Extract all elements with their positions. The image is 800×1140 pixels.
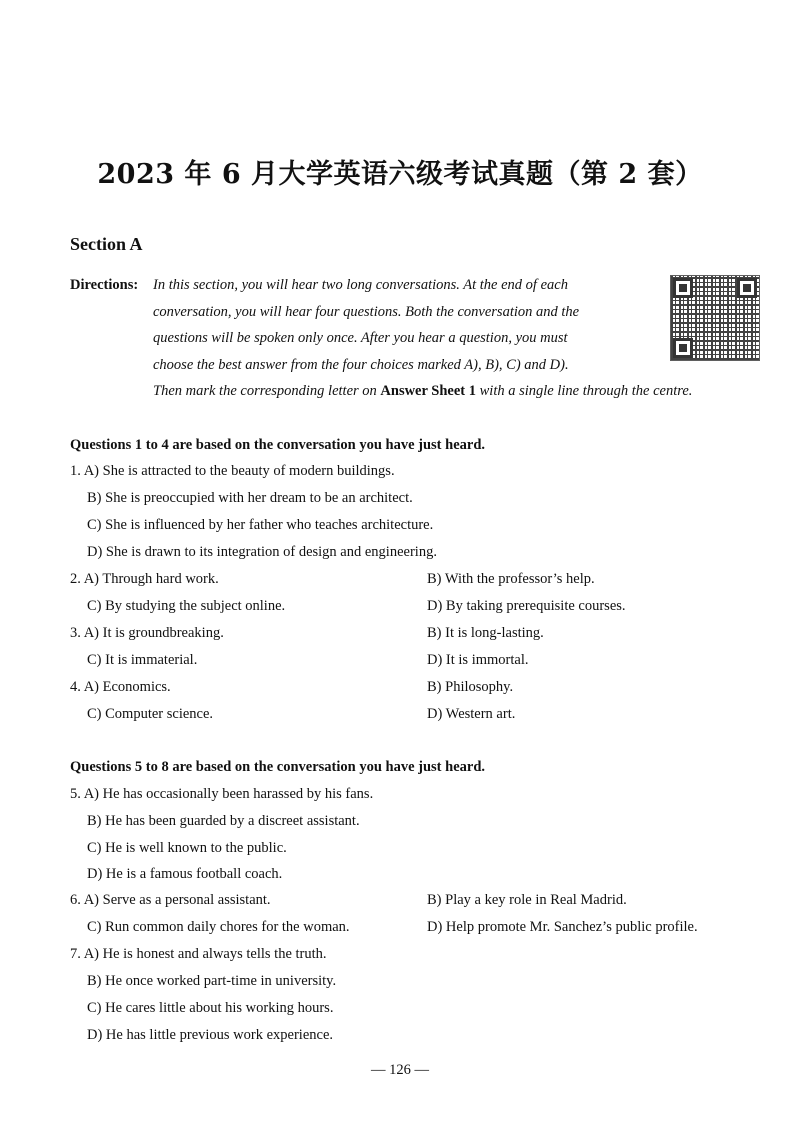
option-7d: D) He has little previous work experience.: [87, 1027, 334, 1043]
option-5d: D) He is a famous football coach.: [87, 866, 283, 882]
option-4a: 4. A) Economics.: [70, 679, 171, 695]
directions-text: Then mark the corresponding letter on: [153, 383, 381, 400]
option-6d: D) Help promote Mr. Sanchez’s public profile.: [427, 919, 698, 935]
option-5b: B) He has been guarded by a discreet assistant.: [87, 813, 360, 829]
option-2d: D) By taking prerequisite courses.: [427, 598, 626, 614]
question-group-heading: Questions 5 to 8 are based on the conversation you have just heard.: [70, 759, 486, 775]
option-5c: C) He is well known to the public.: [87, 840, 287, 856]
option-7a: 7. A) He is honest and always tells the truth.: [70, 946, 327, 962]
option-6c: C) Run common daily chores for the woman.: [87, 919, 350, 935]
option-7c: C) He cares little about his working hours.: [87, 1000, 334, 1016]
option-2a: 2. A) Through hard work.: [70, 571, 219, 587]
option-3d: D) It is immortal.: [427, 652, 529, 668]
qr-code: [670, 275, 760, 361]
option-1d: D) She is drawn to its integration of design and engineering.: [87, 544, 437, 560]
option-3b: B) It is long-lasting.: [427, 625, 544, 641]
qr-finder: [673, 278, 693, 298]
option-6b: B) Play a key role in Real Madrid.: [427, 892, 627, 908]
option-4c: C) Computer science.: [87, 706, 214, 722]
directions-line: choose the best answer from the four choices marked A), B), C) and D).: [153, 356, 569, 373]
option-7b: B) He once worked part-time in university.: [87, 973, 337, 989]
option-3c: C) It is immaterial.: [87, 652, 198, 668]
directions-line-final: [153, 378, 692, 405]
directions-line: questions will be spoken only once. After you hear a question, you must: [153, 330, 568, 347]
question-group-heading: Questions 1 to 4 are based on the conversation you have just heard.: [70, 437, 486, 453]
page-number: — 126 —: [371, 1062, 429, 1078]
answer-sheet-label: Answer Sheet 1: [380, 383, 476, 400]
directions-text: with a single line through the centre.: [476, 383, 693, 400]
option-1a: 1. A) She is attracted to the beauty of modern buildings.: [70, 463, 395, 479]
directions-label: Directions:: [70, 277, 139, 293]
option-2c: C) By studying the subject online.: [87, 598, 286, 614]
directions-line: In this section, you will hear two long conversations. At the end of each: [153, 277, 568, 293]
directions-line: conversation, you will hear four questions. Both the conversation and the: [153, 303, 580, 320]
option-2b: B) With the professor’s help.: [427, 571, 595, 587]
page-title: 2023 年 6 月大学英语六级考试真题（第 2 套）: [97, 159, 703, 190]
qr-finder: [737, 278, 757, 298]
qr-finder: [673, 338, 693, 358]
option-4b: B) Philosophy.: [427, 679, 514, 695]
option-1b: B) She is preoccupied with her dream to be an architect.: [87, 490, 413, 506]
option-5a: 5. A) He has occasionally been harassed by his fans.: [70, 786, 374, 802]
option-1c: C) She is influenced by her father who teaches architecture.: [87, 517, 434, 533]
option-3a: 3. A) It is groundbreaking.: [70, 625, 224, 641]
section-heading: Section A: [70, 234, 143, 254]
option-4d: D) Western art.: [427, 706, 516, 722]
option-6a: 6. A) Serve as a personal assistant.: [70, 892, 271, 908]
